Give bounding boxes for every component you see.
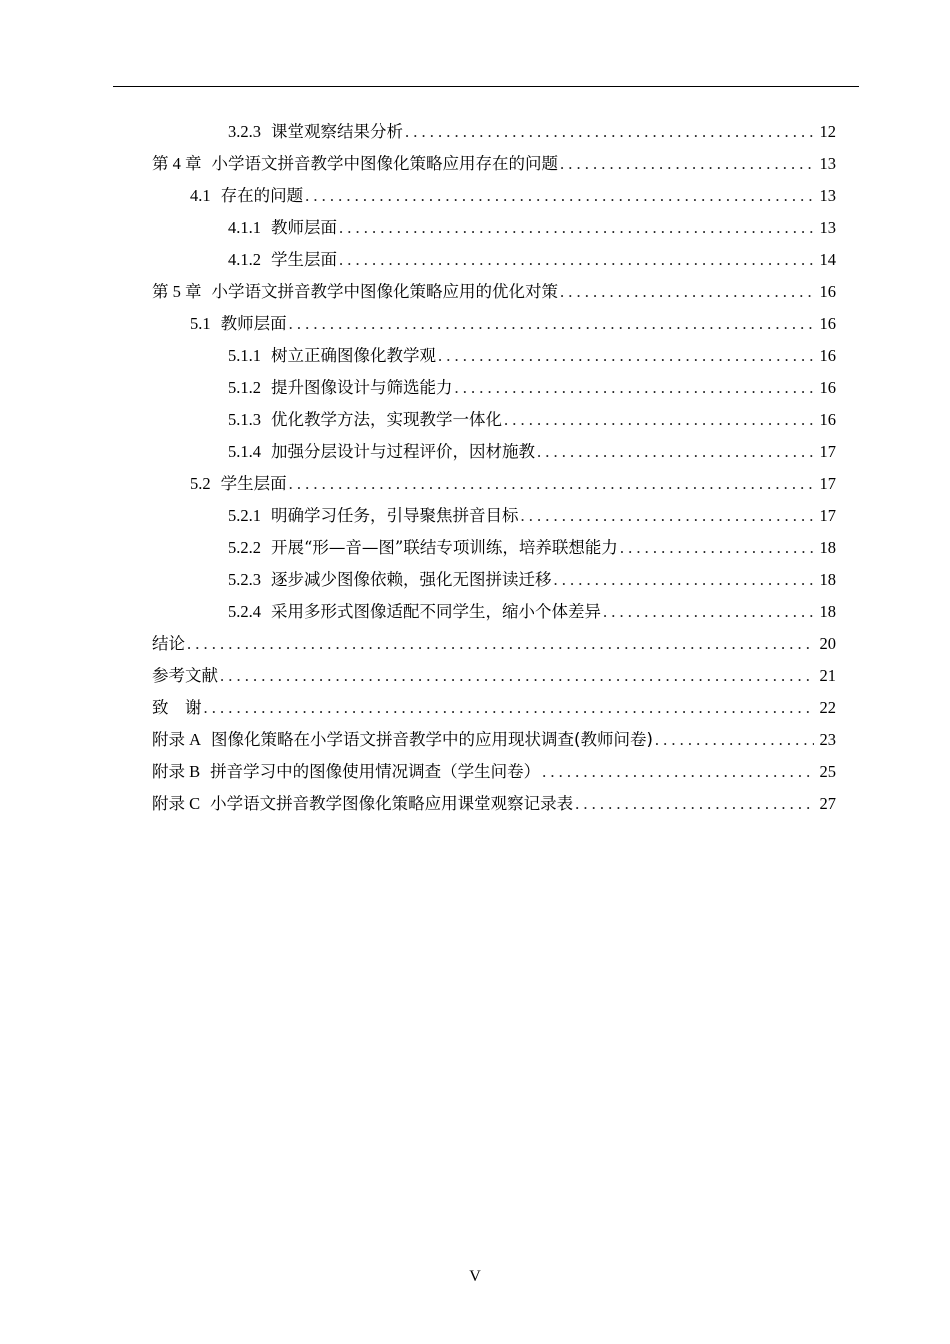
header-rule <box>113 86 859 87</box>
dot-leader <box>560 276 814 308</box>
toc-entry-number: 5.2.3 <box>228 570 261 589</box>
toc-entry-title: 小学语文拼音教学图像化策略应用课堂观察记录表 <box>210 794 574 813</box>
toc-entry-page: 16 <box>819 346 836 365</box>
toc-entry[interactable] <box>152 148 836 180</box>
dot-leader <box>603 596 814 628</box>
toc-entry-title: 教师层面 <box>220 314 287 333</box>
toc-entry-title: 采用多形式图像适配不同学生，缩小个体差异 <box>271 602 601 621</box>
dot-leader <box>438 340 814 372</box>
dot-leader <box>289 308 814 340</box>
dot-leader <box>455 372 815 404</box>
toc-entry-page: 25 <box>819 762 836 781</box>
toc-entry-number: 5.1.1 <box>228 346 261 365</box>
dot-leader <box>542 756 814 788</box>
toc-entry-page: 17 <box>819 474 836 493</box>
toc-entry[interactable] <box>152 276 836 308</box>
toc-entry[interactable] <box>152 436 836 468</box>
toc-entry-page: 20 <box>819 634 836 653</box>
toc-entry-page: 17 <box>819 506 836 525</box>
dot-leader <box>405 116 814 148</box>
toc-entry-page: 17 <box>819 442 836 461</box>
toc-entry-number: 5.2.1 <box>228 506 261 525</box>
toc-entry-title: 学生层面 <box>271 250 337 269</box>
toc-entry-number: 5.2.2 <box>228 538 261 557</box>
toc-entry-title: 小学语文拼音教学中图像化策略应用存在的问题 <box>211 154 558 173</box>
toc-entry-page: 13 <box>819 154 836 173</box>
toc-entry-title: 存在的问题 <box>220 186 304 205</box>
dot-leader <box>537 436 814 468</box>
dot-leader <box>620 532 814 564</box>
toc-entry[interactable] <box>152 404 836 436</box>
dot-leader <box>204 692 815 724</box>
toc-entry-number: 附录 B <box>152 762 201 781</box>
dot-leader <box>575 788 814 820</box>
toc-entry-page: 13 <box>819 218 836 237</box>
toc-entry-title: 参考文献 <box>152 666 218 685</box>
dot-leader <box>220 660 814 692</box>
toc-entry[interactable] <box>152 660 836 692</box>
toc-entry[interactable] <box>152 340 836 372</box>
toc-entry-page: 16 <box>819 378 836 397</box>
toc-entry-title: 树立正确图像化教学观 <box>271 346 436 365</box>
toc-entry-number: 4.1.1 <box>228 218 261 237</box>
toc-entry-page: 18 <box>819 570 836 589</box>
toc-entry-page: 16 <box>819 314 836 333</box>
toc-entry-title: 课堂观察结果分析 <box>271 122 403 141</box>
toc-entry-number: 5.2 <box>190 474 211 493</box>
toc-entry-number: 第 5 章 <box>152 282 202 301</box>
page-number: V <box>469 1268 481 1285</box>
dot-leader <box>187 628 814 660</box>
toc-entry-number: 附录 C <box>152 794 201 813</box>
toc-entry[interactable] <box>152 756 836 788</box>
table-of-contents <box>152 116 836 820</box>
toc-entry-number: 4.1 <box>190 186 211 205</box>
toc-entry[interactable] <box>152 500 836 532</box>
toc-entry-number: 5.1 <box>190 314 211 333</box>
toc-entry-page: 22 <box>819 698 836 717</box>
toc-entry-title: 逐步减少图像依赖，强化无图拼读迁移 <box>271 570 552 589</box>
toc-entry[interactable] <box>152 532 836 564</box>
toc-entry-page: 13 <box>819 186 836 205</box>
toc-entry-page: 14 <box>819 250 836 269</box>
toc-entry[interactable] <box>152 116 836 148</box>
toc-entry[interactable] <box>152 180 836 212</box>
toc-entry-number: 5.1.2 <box>228 378 261 397</box>
toc-entry-number: 附录 A <box>152 730 202 749</box>
toc-entry-title: 致 谢 <box>152 698 202 717</box>
toc-entry[interactable] <box>152 692 836 724</box>
dot-leader <box>560 148 814 180</box>
dot-leader <box>554 564 815 596</box>
toc-entry[interactable] <box>152 788 836 820</box>
toc-entry-title: 小学语文拼音教学中图像化策略应用的优化对策 <box>211 282 558 301</box>
dot-leader <box>305 180 814 212</box>
toc-entry[interactable] <box>152 468 836 500</box>
dot-leader <box>521 500 815 532</box>
toc-entry-page: 27 <box>819 794 836 813</box>
toc-entry-page: 18 <box>819 602 836 621</box>
toc-entry[interactable] <box>152 212 836 244</box>
toc-entry[interactable] <box>152 564 836 596</box>
toc-entry-title: 提升图像设计与筛选能力 <box>271 378 453 397</box>
toc-entry-title: 优化教学方法，实现教学一体化 <box>271 410 502 429</box>
toc-entry-number: 第 4 章 <box>152 154 202 173</box>
toc-entry-title: 教师层面 <box>271 218 337 237</box>
dot-leader <box>339 212 814 244</box>
dot-leader <box>289 468 814 500</box>
toc-entry-page: 16 <box>819 410 836 429</box>
toc-entry-page: 21 <box>819 666 836 685</box>
toc-entry[interactable] <box>152 244 836 276</box>
toc-entry-title: 拼音学习中的图像使用情况调查（学生问卷） <box>210 762 541 781</box>
toc-entry[interactable] <box>152 628 836 660</box>
toc-entry-page: 18 <box>819 538 836 557</box>
dot-leader <box>655 724 814 756</box>
toc-entry-title: 图像化策略在小学语文拼音教学中的应用现状调查(教师问卷) <box>211 730 653 749</box>
toc-entry-page: 12 <box>819 122 836 141</box>
toc-entry-title: 加强分层设计与过程评价，因材施教 <box>271 442 535 461</box>
toc-entry[interactable] <box>152 372 836 404</box>
toc-entry-number: 4.1.2 <box>228 250 261 269</box>
toc-entry-number: 5.2.4 <box>228 602 261 621</box>
toc-entry-page: 23 <box>819 730 836 749</box>
toc-entry-title: 结论 <box>152 634 185 653</box>
dot-leader <box>339 244 814 276</box>
toc-entry[interactable] <box>152 596 836 628</box>
toc-entry-title: 开展“形—音—图”联结专项训练，培养联想能力 <box>271 538 618 557</box>
toc-entry-number: 5.1.3 <box>228 410 261 429</box>
toc-entry[interactable] <box>152 724 836 756</box>
toc-entry-page: 16 <box>819 282 836 301</box>
toc-entry-title: 学生层面 <box>220 474 287 493</box>
toc-entry-number: 3.2.3 <box>228 122 261 141</box>
dot-leader <box>504 404 814 436</box>
toc-entry-title: 明确学习任务，引导聚焦拼音目标 <box>271 506 519 525</box>
toc-entry[interactable] <box>152 308 836 340</box>
toc-entry-number: 5.1.4 <box>228 442 261 461</box>
